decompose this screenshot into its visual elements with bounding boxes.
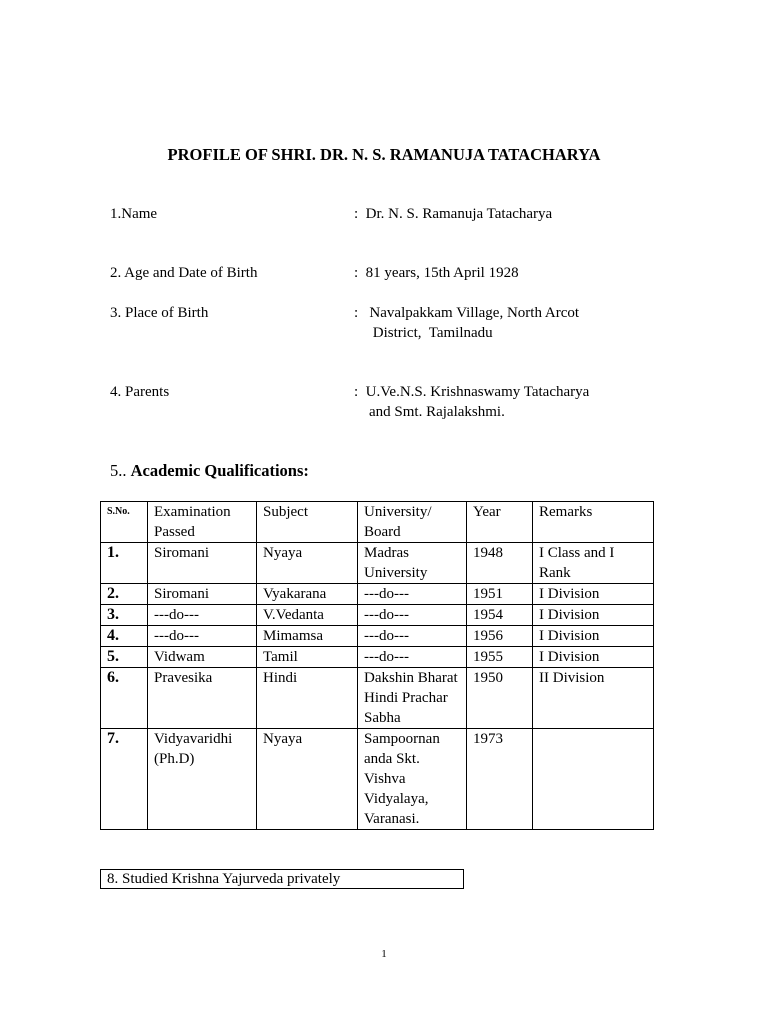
qualifications-table [100, 501, 654, 830]
cell-remarks: I Division [533, 647, 654, 668]
cell-university: Madras University [358, 543, 467, 584]
table-header-row [101, 502, 654, 543]
cell-examination: Pravesika [148, 668, 257, 729]
cell-subject: Hindi [257, 668, 358, 729]
table-row [101, 543, 654, 584]
table-row [101, 605, 654, 626]
field-value-parents: : U.Ve.N.S. Krishnaswamy Tatacharya and Smt. Rajalakshmi. [354, 384, 590, 420]
cell-university: Dakshin Bharat Hindi Prachar Sabha [358, 668, 467, 729]
cell-year: 1948 [467, 543, 533, 584]
cell-sno: 3. [101, 605, 148, 626]
page-number: 1 [381, 948, 387, 960]
cell-university: Sampoornan anda Skt. Vishva Vidyalaya, Varanasi. [358, 729, 467, 830]
field-label-name: 1.Name [110, 206, 158, 222]
table-row [101, 668, 654, 729]
cell-examination: ---do--- [148, 605, 257, 626]
field-label-parents: 4. Parents [110, 384, 170, 400]
cell-remarks: I Class and I Rank [533, 543, 654, 584]
cell-examination: Siromani [148, 584, 257, 605]
cell-year: 1973 [467, 729, 533, 830]
cell-subject: Tamil [257, 647, 358, 668]
cell-remarks: I Division [533, 626, 654, 647]
cell-examination: Siromani [148, 543, 257, 584]
cell-university: ---do--- [358, 605, 467, 626]
cell-examination: Vidyavaridhi (Ph.D) [148, 729, 257, 830]
cell-university: ---do--- [358, 626, 467, 647]
cell-year: 1951 [467, 584, 533, 605]
field-label-birthplace: 3. Place of Birth [110, 305, 209, 321]
cell-sno: 5. [101, 647, 148, 668]
cell-remarks: II Division [533, 668, 654, 729]
cell-year: 1956 [467, 626, 533, 647]
cell-subject: Mimamsa [257, 626, 358, 647]
cell-sno: 6. [101, 668, 148, 729]
cell-university: ---do--- [358, 647, 467, 668]
cell-year: 1955 [467, 647, 533, 668]
cell-sno: 1. [101, 543, 148, 584]
field-value-birthplace: : Navalpakkam Village, North Arcot District, Tamilnadu [354, 305, 580, 341]
header-examination: Examination Passed [148, 502, 257, 543]
cell-subject: Nyaya [257, 729, 358, 830]
cell-remarks: I Division [533, 605, 654, 626]
section-heading-academic [110, 461, 309, 481]
cell-sno: 2. [101, 584, 148, 605]
cell-year: 1954 [467, 605, 533, 626]
section-title: Academic Qualifications: [130, 461, 309, 480]
cell-year: 1950 [467, 668, 533, 729]
table-row [101, 584, 654, 605]
table-row [101, 647, 654, 668]
cell-remarks [533, 729, 654, 830]
cell-examination: ---do--- [148, 626, 257, 647]
table-row [101, 626, 654, 647]
header-sno: S.No. [101, 502, 148, 543]
header-university: University/ Board [358, 502, 467, 543]
table-row [101, 729, 654, 830]
section-number: 5.. [110, 461, 127, 480]
field-value-age: : 81 years, 15th April 1928 [354, 265, 519, 281]
page-title: PROFILE OF SHRI. DR. N. S. RAMANUJA TATACHARYA [167, 145, 601, 164]
cell-university: ---do--- [358, 584, 467, 605]
cell-examination: Vidwam [148, 647, 257, 668]
cell-subject: Nyaya [257, 543, 358, 584]
header-year: Year [467, 502, 533, 543]
note-krishna-yajurveda: 8. Studied Krishna Yajurveda privately [100, 869, 464, 889]
cell-sno: 7. [101, 729, 148, 830]
header-remarks: Remarks [533, 502, 654, 543]
cell-remarks: I Division [533, 584, 654, 605]
cell-subject: Vyakarana [257, 584, 358, 605]
field-value-name: : Dr. N. S. Ramanuja Tatacharya [354, 206, 553, 222]
cell-subject: V.Vedanta [257, 605, 358, 626]
header-subject: Subject [257, 502, 358, 543]
cell-sno: 4. [101, 626, 148, 647]
field-label-age: 2. Age and Date of Birth [110, 265, 258, 281]
